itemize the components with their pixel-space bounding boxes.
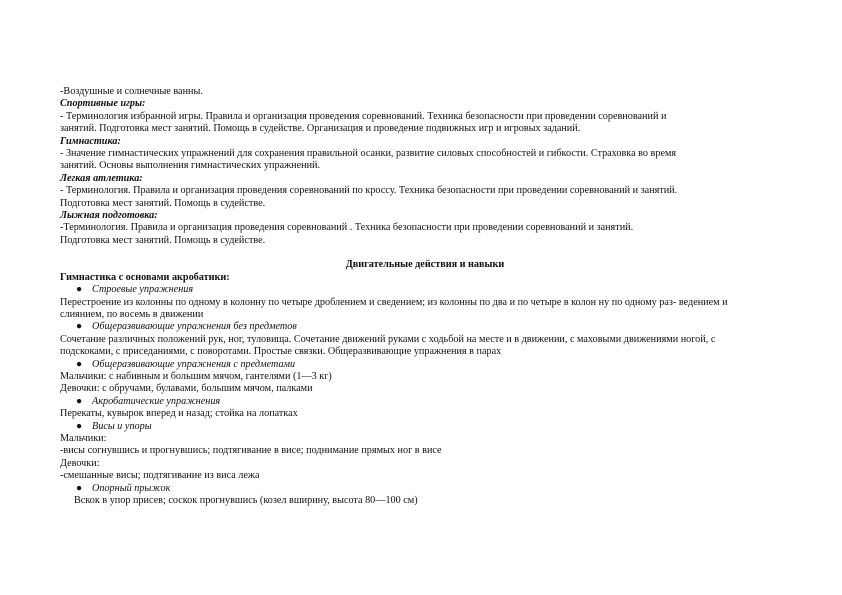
sport-games-text-1: - Терминология избранной игры. Правила и организация проведения соревнований. Техника безопасности при проведении соревнований и — [60, 110, 667, 122]
bullet-general-equip-heading — [60, 359, 790, 371]
hangs-text-1: Мальчики: — [60, 432, 107, 444]
athletics-heading: Легкая атлетика: — [60, 172, 143, 184]
bullet-vault-heading — [60, 483, 790, 495]
ski-heading: Лыжная подготовка: — [60, 210, 158, 222]
hangs-text-4: -смешанные висы; подтягивание из виса лежа — [60, 470, 260, 482]
bullet-general-equip-label: Общеразвивающие упражнения с предметами — [92, 358, 296, 370]
bullet-acrobatics-label: Акробатические упражнения — [92, 395, 221, 407]
document-content — [60, 86, 790, 507]
bullet-drill-label: Строевые упражнения — [92, 284, 194, 296]
bullet-drill-heading — [60, 284, 790, 296]
bullet-dot-icon: ● — [76, 395, 83, 407]
athletics-text-2: Подготовка мест занятий. Помощь в судействе. — [60, 197, 266, 209]
sport-games-text-2: занятий. Подготовка мест занятий. Помощь в судействе. Организация и проведение подвижных игр и игровых заданий. — [60, 123, 581, 135]
ski-text-1: -Терминология. Правила и организация проведения соревнований . Техника безопасности при проведении соревнований и занятий. — [60, 222, 634, 234]
bullet-general-no-equip-heading — [60, 321, 790, 333]
sport-games-heading: Спортивные игры: — [60, 98, 146, 110]
bullet-hangs-label: Висы и упоры — [92, 420, 152, 432]
section-subtitle: Гимнастика с основами акробатики: — [60, 271, 230, 283]
hangs-text-3: Девочки: — [60, 457, 100, 469]
air-baths-line: -Воздушные и солнечные ванны. — [60, 86, 203, 97]
hangs-text-2: -висы согнувшись и прогнувшись; подтягивание в висе; поднимание прямых ног в висе — [60, 445, 442, 457]
gymnastics-text-1: - Значение гимнастических упражнений для сохранения правильной осанки, развитие силовых способностей и гибкости. Страховка во время — [60, 148, 677, 160]
bullet-dot-icon: ● — [76, 284, 83, 296]
bullet-dot-icon: ● — [76, 420, 83, 432]
bullet-acrobatics-heading — [60, 396, 790, 408]
general-equip-text-1: Мальчики: с набивным и большим мячом, гантелями (1—3 кг) — [60, 370, 332, 382]
ski-text-2: Подготовка мест занятий. Помощь в судействе. — [60, 234, 266, 246]
vault-text-1: Вскок в упор присев; соскок прогнувшись (козел вширину, высота 80—100 см) — [74, 495, 418, 506]
bullet-dot-icon: ● — [76, 482, 83, 494]
bullet-hangs-heading — [60, 421, 790, 433]
acrobatics-text-1: Перекаты, кувырок вперед и назад; стойка на лопатках — [60, 408, 298, 420]
drill-text-2: слиянием, по восемь в движении — [60, 308, 204, 320]
gymnastics-text-2: занятий. Основы выполнения гимнастических упражнений. — [60, 160, 321, 172]
general-no-equip-text-1: Сочетание различных положений рук, ног, туловища. Сочетание движений руками с ходьбой на месте и в движении, с маховыми движениями ногой, с — [60, 333, 716, 345]
gymnastics-heading: Гимнастика: — [60, 135, 121, 147]
athletics-text-1: - Терминология. Правила и организация проведения соревнований по кроссу. Техника безопасности при проведении соревнований и занятий. — [60, 185, 678, 197]
bullet-dot-icon: ● — [76, 358, 83, 370]
section-title: Двигательные действия и навыки — [345, 259, 505, 271]
general-no-equip-text-2: подскоками, с приседаниями, с поворотами. Простые связки. Общеразвивающие упражнения в парах — [60, 346, 502, 358]
bullet-vault-label: Опорный прыжок — [92, 482, 171, 494]
drill-text-1: Перестроение из колонны по одному в колонну по четыре дроблением и сведением; из колонны по два и по четыре в колон ну по одному раз- ведением и — [60, 296, 728, 308]
bullet-general-no-equip-label: Общеразвивающие упражнения без предметов — [92, 321, 297, 333]
bullet-dot-icon: ● — [76, 321, 83, 333]
general-equip-text-2: Девочки: с обручами, булавами, большим мячом, палками — [60, 383, 313, 395]
